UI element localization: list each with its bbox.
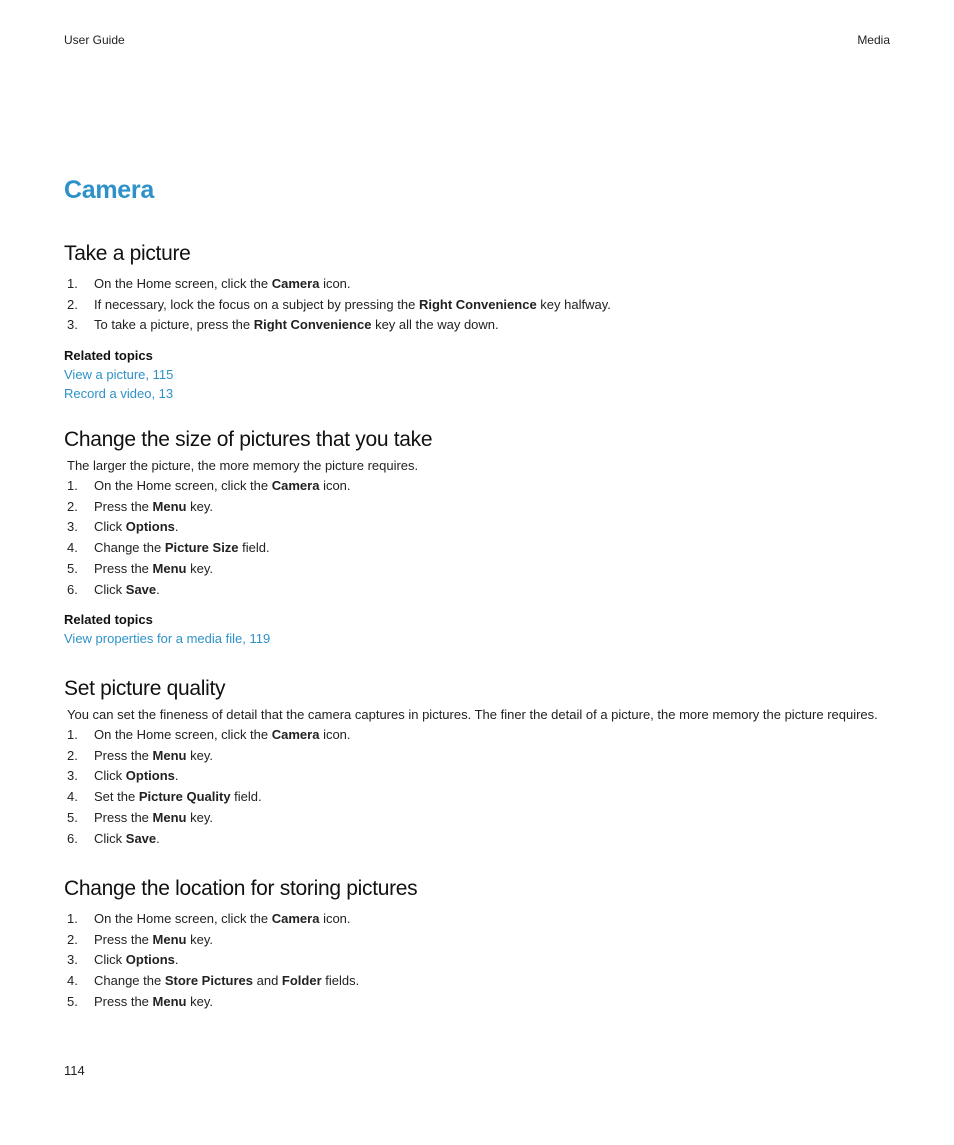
step-text: Press the: [94, 560, 153, 576]
step-text: and: [253, 973, 282, 989]
section-change-size: [64, 427, 890, 648]
step-item: [64, 930, 890, 951]
step-ui-term: Menu: [152, 993, 187, 1009]
step-number: 2.: [67, 498, 78, 514]
step-number: 6.: [67, 830, 78, 846]
step-text: fields.: [321, 973, 360, 989]
step-text: On the Home screen, click the: [94, 276, 272, 291]
section-change-location: [64, 876, 890, 1013]
step-item: [64, 766, 890, 787]
step-text: .: [174, 519, 179, 535]
step-number: 5.: [67, 993, 78, 1009]
step-ui-term: Picture Quality: [138, 789, 231, 805]
step-number: 1.: [67, 727, 78, 742]
step-ui-term: Camera: [271, 478, 320, 493]
step-text: Click: [94, 519, 126, 535]
step-item: [64, 950, 890, 971]
step-ui-term: Options: [125, 952, 175, 968]
step-ui-term: Camera: [271, 911, 320, 926]
page-number: 114: [64, 1063, 85, 1078]
step-text: .: [174, 768, 179, 784]
section-heading: Set picture quality: [64, 677, 226, 700]
step-number: 4.: [67, 540, 78, 556]
step-text: Click: [94, 581, 126, 597]
step-item: [64, 787, 890, 808]
step-number: 2.: [67, 931, 78, 947]
step-ui-term: Menu: [152, 747, 187, 763]
related-topics: [64, 610, 890, 648]
related-link-view-properties[interactable]: View properties for a media file, 119: [64, 631, 271, 647]
step-item: [64, 580, 890, 601]
step-text: key halfway.: [536, 296, 611, 312]
step-text: On the Home screen, click the: [94, 478, 272, 493]
step-item: [64, 274, 890, 295]
running-header-right: Media: [857, 33, 890, 47]
step-text: To take a picture, press the: [94, 317, 254, 333]
section-intro: You can set the fineness of detail that the camera captures in pictures. The finer the detail of a picture, the more memory the picture requires.: [67, 707, 878, 722]
steps-list: [64, 909, 890, 1013]
step-item: [64, 538, 890, 559]
step-number: 2.: [67, 296, 78, 312]
section-heading: Change the location for storing pictures: [64, 877, 418, 900]
step-number: 1.: [67, 478, 78, 493]
step-number: 3.: [67, 768, 78, 784]
step-item: [64, 559, 890, 580]
step-text: key.: [186, 560, 213, 576]
step-number: 3.: [67, 519, 78, 535]
related-topics-heading: Related topics: [64, 612, 153, 628]
step-number: 5.: [67, 809, 78, 825]
related-link-record-a-video[interactable]: Record a video, 13: [64, 386, 174, 402]
step-item: [64, 746, 890, 767]
step-text: Change the: [94, 540, 165, 556]
page-title: Camera: [64, 176, 154, 204]
step-number: 4.: [67, 789, 78, 805]
step-text: icon.: [319, 478, 351, 493]
step-ui-term: Camera: [271, 727, 320, 742]
step-text: Press the: [94, 993, 153, 1009]
step-text: field.: [230, 789, 262, 805]
step-number: 1.: [67, 911, 78, 926]
step-ui-term: Options: [125, 768, 175, 784]
step-item: [64, 971, 890, 992]
step-text: Set the: [94, 789, 139, 805]
step-text: If necessary, lock the focus on a subject by pressing the: [94, 296, 419, 312]
section-intro: The larger the picture, the more memory the picture requires.: [67, 458, 419, 473]
step-text: Press the: [94, 498, 153, 514]
step-text: key.: [186, 931, 213, 947]
step-ui-term: Menu: [152, 809, 187, 825]
step-text: Press the: [94, 931, 153, 947]
step-ui-term: Menu: [152, 560, 187, 576]
step-item: [64, 497, 890, 518]
step-number: 5.: [67, 560, 78, 576]
step-text: Press the: [94, 809, 153, 825]
step-ui-term: Camera: [271, 276, 320, 291]
related-link-view-a-picture[interactable]: View a picture, 115: [64, 367, 174, 383]
step-text: .: [156, 830, 160, 846]
step-text: Change the: [94, 973, 165, 989]
step-item: [64, 315, 890, 336]
steps-list: [64, 725, 890, 849]
running-header-left: User Guide: [64, 33, 125, 47]
step-ui-term: Menu: [152, 931, 187, 947]
step-number: 3.: [67, 317, 78, 333]
step-item: [64, 295, 890, 316]
section-take-a-picture: [64, 241, 890, 403]
step-ui-term: Menu: [152, 498, 187, 514]
step-text: icon.: [319, 727, 351, 742]
step-item: [64, 829, 890, 850]
step-text: Click: [94, 952, 126, 968]
step-text: key.: [186, 809, 213, 825]
step-text: Click: [94, 830, 126, 846]
step-ui-term: Save: [125, 830, 157, 846]
step-text: key.: [186, 747, 213, 763]
step-ui-term: Options: [125, 519, 175, 535]
steps-list: [64, 274, 890, 336]
step-ui-term: Right Convenience: [418, 296, 537, 312]
step-text: .: [156, 581, 160, 597]
step-text: .: [174, 952, 179, 968]
step-text: key.: [186, 498, 213, 514]
step-text: field.: [238, 540, 270, 556]
step-number: 4.: [67, 973, 78, 989]
step-ui-term: Save: [125, 581, 157, 597]
step-text: icon.: [319, 911, 351, 926]
section-set-picture-quality: [64, 676, 890, 849]
step-number: 2.: [67, 747, 78, 763]
section-heading: Change the size of pictures that you take: [64, 428, 433, 451]
step-item: [64, 808, 890, 829]
step-item: [64, 909, 890, 930]
step-text: On the Home screen, click the: [94, 911, 272, 926]
step-ui-term: Store Pictures: [164, 973, 253, 989]
step-ui-term: Right Convenience: [253, 317, 372, 333]
step-item: [64, 517, 890, 538]
steps-list: [64, 476, 890, 600]
step-number: 3.: [67, 952, 78, 968]
related-topics-heading: Related topics: [64, 348, 153, 364]
step-item: [64, 725, 890, 746]
step-text: icon.: [319, 276, 351, 291]
step-ui-term: Picture Size: [164, 540, 239, 556]
step-item: [64, 476, 890, 497]
step-number: 1.: [67, 276, 78, 291]
step-text: key all the way down.: [371, 317, 499, 333]
step-text: On the Home screen, click the: [94, 727, 272, 742]
step-number: 6.: [67, 581, 78, 597]
step-ui-term: Folder: [281, 973, 322, 989]
step-text: Click: [94, 768, 126, 784]
step-text: Press the: [94, 747, 153, 763]
related-topics: [64, 346, 890, 403]
step-item: [64, 992, 890, 1013]
step-text: key.: [186, 993, 213, 1009]
section-heading: Take a picture: [64, 242, 191, 265]
